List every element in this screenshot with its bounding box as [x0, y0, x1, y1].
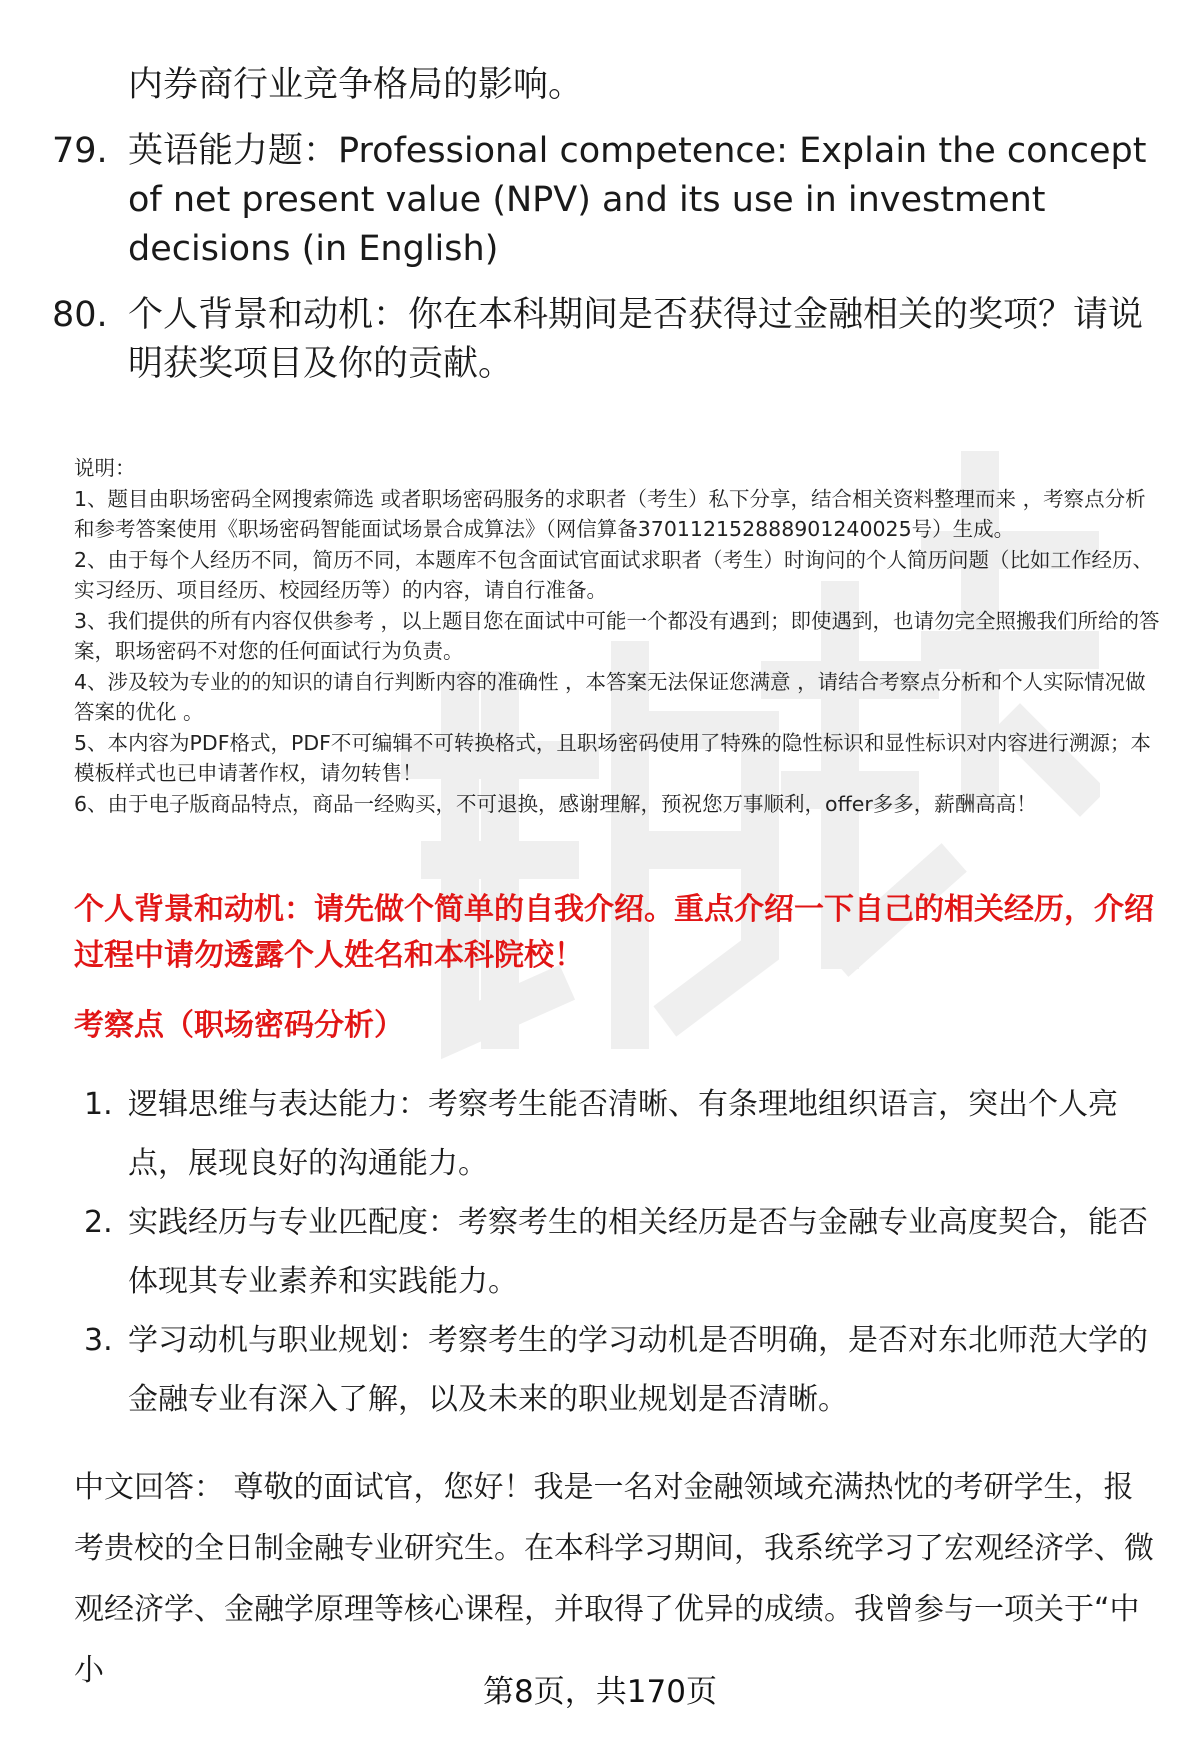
- notes-section: [74, 453, 1164, 819]
- analysis-point: [84, 1311, 1164, 1429]
- notes-title: 说明：: [74, 456, 136, 480]
- point-number: 3.: [84, 1323, 113, 1358]
- answer-label: 中文回答：: [74, 1470, 224, 1505]
- note-item: 2、由于每个人经历不同，简历不同，本题库不包含面试官面试求职者（考生）时询问的个人简历问题（比如工作经历、实习经历、项目经历、校园经历等）的内容，请自行准备。: [74, 547, 1154, 602]
- analysis-points: [84, 1075, 1164, 1429]
- question-80: [52, 291, 1152, 389]
- answer-text: 尊敬的面试官，您好！我是一名对金融领域充满热忱的考研学生，报考贵校的全日制金融专业研究生。在本科学习期间，我系统学习了宏观经济学、微观经济学、金融学原理等核心课程，并取得了优异的成绩。我曾参与一项关于“中小: [74, 1470, 1154, 1688]
- question-79: [52, 127, 1152, 274]
- carry-over-line: 内券商行业竞争格局的影响。: [128, 65, 584, 105]
- question-heading: 个人背景和动机：请先做个简单的自我介绍。重点介绍一下自己的相关经历，介绍过程中请勿透露个人姓名和本科院校！: [74, 892, 1154, 973]
- note-item: 1、题目由职场密码全网搜索筛选 或者职场密码服务的求职者（考生）私下分享，结合相关资料整理而来 ，考察点分析和参考答案使用《职场密码智能面试场景合成算法》（网信算备370112152888901240025号）生成。: [74, 486, 1146, 541]
- note-item: 5、本内容为PDF格式，PDF不可编辑不可转换格式，且职场密码使用了特殊的隐性标识和显性标识对内容进行溯源；本模板样式也已申请著作权，请勿转售！: [74, 730, 1151, 785]
- question-number: 80.: [52, 295, 108, 335]
- point-text: 实践经历与专业匹配度：考察考生的相关经历是否与金融专业高度契合，能否体现其专业素养和实践能力。: [128, 1205, 1148, 1299]
- note-item: 3、我们提供的所有内容仅供参考 ，以上题目您在面试中可能一个都没有遇到；即使遇到，也请勿完全照搬我们所给的答案，职场密码不对您的任何面试行为负责。: [74, 608, 1160, 663]
- note-item: 4、涉及较为专业的的知识的请自行判断内容的准确性 ，本答案无法保证您满意 ，请结合考察点分析和个人实际情况做答案的优化 。: [74, 669, 1146, 724]
- analysis-point: [84, 1193, 1164, 1311]
- question-text: 英语能力题：Professional competence: Explain the concept of net present value (NPV) and its use in investment decisions (in English): [128, 131, 1147, 269]
- point-number: 1.: [84, 1087, 113, 1122]
- analysis-heading: 考察点（职场密码分析）: [74, 1008, 404, 1043]
- answer-paragraph: [74, 1457, 1154, 1701]
- question-number: 79.: [52, 131, 108, 171]
- note-item: 6、由于电子版商品特点，商品一经购买，不可退换，感谢理解，预祝您万事顺利，offer多多，薪酬高高！: [74, 791, 1037, 816]
- analysis-point: [84, 1075, 1164, 1193]
- point-text: 学习动机与职业规划：考察考生的学习动机是否明确，是否对东北师范大学的金融专业有深入了解，以及未来的职业规划是否清晰。: [128, 1323, 1148, 1417]
- point-number: 2.: [84, 1205, 113, 1240]
- point-text: 逻辑思维与表达能力：考察考生能否清晰、有条理地组织语言，突出个人亮点，展现良好的沟通能力。: [128, 1087, 1118, 1181]
- page-footer: 第8页，共170页: [483, 1674, 717, 1710]
- question-text: 个人背景和动机：你在本科期间是否获得过金融相关的奖项？请说明获奖项目及你的贡献。: [128, 295, 1144, 384]
